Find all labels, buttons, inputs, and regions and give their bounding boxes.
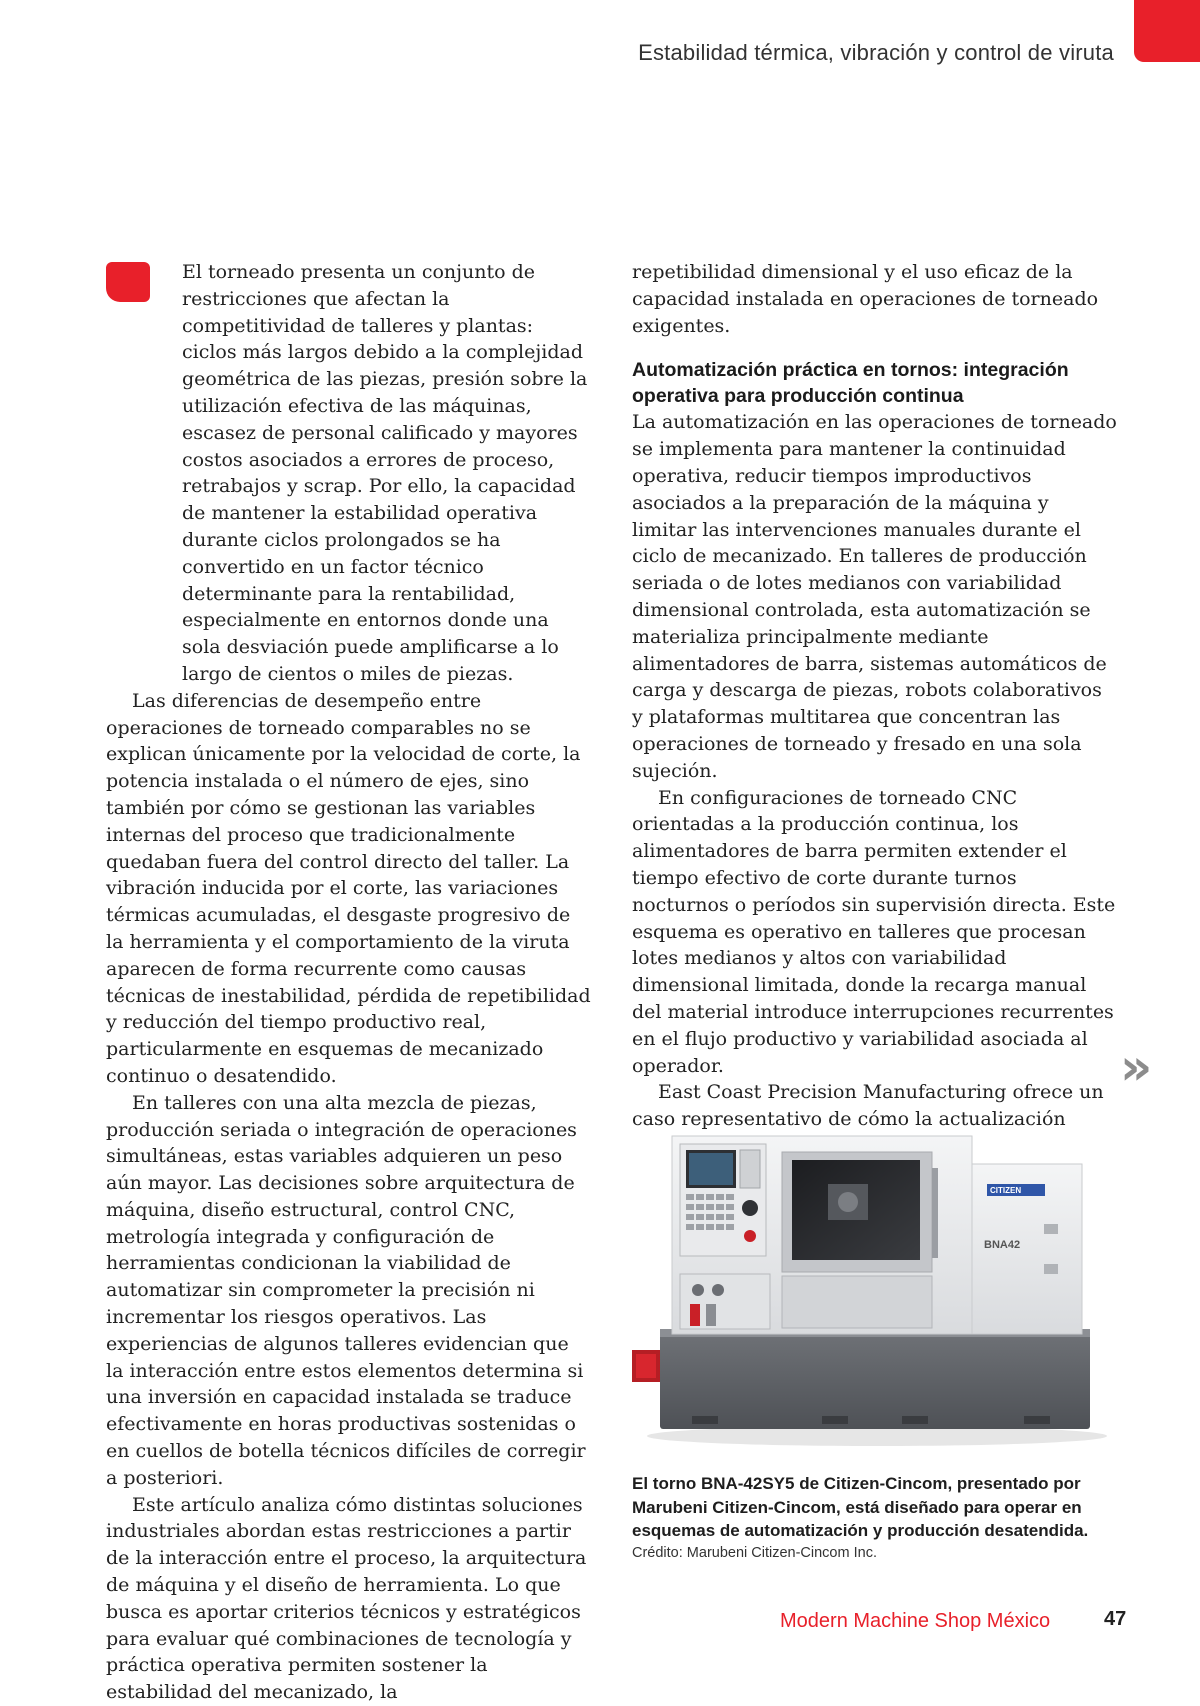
body-paragraph: Este artículo analiza cómo distintas soluciones industriales abordan estas restricciones a partir de la interacción entre el proceso, la arquitectura de máquina y el diseño de herramienta. Lo que busca es aportar criterios técnicos y estratégicos para evaluar qué combinaciones de tecnología y práctica operativa permiten sostener la estabilidad del mecanizado, la	[106, 1493, 587, 1704]
machine-model-label: BNA42	[984, 1239, 1021, 1251]
intro-paragraph: El torneado presenta un conjunto de restricciones que afectan la competitividad de talleres y plantas: ciclos más largos debido a la complejidad geométrica de las piezas, presión sobre la utilización efectiva de las máquinas, escasez de personal calificado y mayores costos asociados a errores de proceso, retrabajos y scrap. Por ello, la capacidad de mantener la estabilidad operativa durante ciclos prolongados se ha convertido en un factor técnico determinante para la rentabilidad, especialmente en entornos donde una sola desviación puede amplificarse a lo largo de cientos o miles de piezas.	[182, 261, 588, 685]
footer-publication-name: Modern Machine Shop México	[780, 1610, 1051, 1632]
continue-arrow-icon: »	[1120, 1038, 1153, 1096]
running-header: Estabilidad térmica, vibración y control de viruta	[638, 40, 1114, 65]
section-subheading: Automatización práctica en tornos: integración operativa para producción continua	[632, 359, 1069, 408]
body-paragraph: East Coast Precision Manufacturing ofrece un caso representativo de cómo la actualización	[632, 1081, 1104, 1131]
lathe-photo	[632, 1124, 1118, 1454]
page-number: 47	[1104, 1608, 1127, 1630]
continued-paragraph: repetibilidad dimensional y el uso eficaz de la capacidad instalada en operaciones de torneado exigentes.	[632, 261, 1099, 337]
body-paragraph: La automatización en las operaciones de torneado se implementa para mantener la continuidad operativa, reducir tiempos improductivos asociados a la preparación de la máquina y limitar las intervenciones manuales durante el ciclo de mecanizado. En talleres de producción seriada o de lotes medianos con variabilidad dimensional controlada, esta automatización se materializa principalmente mediante alimentadores de barra, sistemas automáticos de carga y descarga de piezas, robots colaborativos y plataformas multitarea que concentran las operaciones de torneado y fresado en una sola sujeción.	[632, 411, 1117, 782]
section-color-tab	[1134, 0, 1200, 62]
body-paragraph: Las diferencias de desempeño entre operaciones de torneado comparables no se explican únicamente por la velocidad de corte, la potencia instalada o el número de ejes, sino también por cómo se gestionan las variables internas del proceso que tradicionalmente quedaban fuera del control directo del taller. La vibración inducida por el corte, las variaciones térmicas acumuladas, el desgaste progresivo de la herramienta y el comportamiento de la viruta aparecen de forma recurrente como causas técnicas de inestabilidad, pérdida de repetibilidad y reducción del tiempo productivo real, particularmente en esquemas de mecanizado continuo o desatendido.	[106, 689, 591, 1087]
left-column	[106, 259, 592, 1706]
right-column	[632, 259, 1118, 1133]
figure-caption	[632, 1472, 1118, 1561]
body-paragraph: En configuraciones de torneado CNC orientadas a la producción continua, los alimentadores de barra permiten extender el tiempo efectivo de corte durante turnos nocturnos o períodos sin supervisión directa. Este esquema es operativo en talleres que procesan lotes medianos y altos con variabilidad dimensional limitada, donde la recarga manual del material introduce interrupciones recurrentes en el flujo productivo y variabilidad asociada al operador.	[632, 786, 1116, 1077]
caption-text: El torno BNA-42SY5 de Citizen-Cincom, presentado por Marubeni Citizen-Cincom, está diseñado para operar en esquemas de automatización y producción desatendida.	[632, 1474, 1089, 1540]
photo-credit: Crédito: Marubeni Citizen-Cincom Inc.	[632, 1544, 877, 1561]
body-paragraph: En talleres con una alta mezcla de piezas, producción seriada o integración de operaciones simultáneas, estas variables adquieren un peso aún mayor. Las decisiones sobre arquitectura de máquina, diseño estructural, control CNC, metrología integrada y configuración de herramientas condicionan la viabilidad de automatizar sin comprometer la precisión ni incrementar los riesgos operativos. Las experiencias de algunos talleres evidencian que la interacción entre estos elementos determina si una inversión en capacidad instalada se traduce efectivamente en horas productivas sostenidas o en cuellos de botella técnicos difíciles de corregir a posteriori.	[106, 1091, 586, 1489]
machine-brand-label: CITIZEN	[990, 1186, 1022, 1195]
cnc-lathe-illustration	[632, 1124, 1118, 1454]
